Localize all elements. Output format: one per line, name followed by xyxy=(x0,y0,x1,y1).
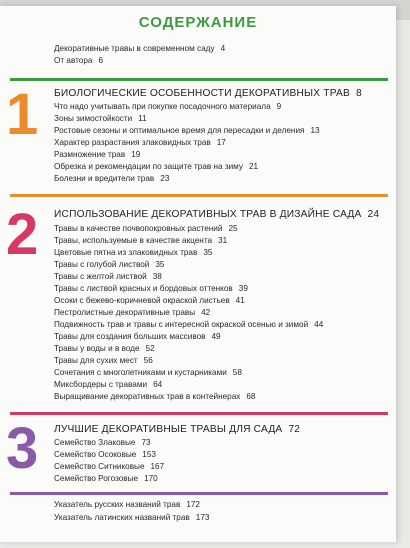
section-title: БИОЛОГИЧЕСКИЕ ОСОБЕННОСТИ ДЕКОРАТИВНЫХ ТРАВ 8 xyxy=(54,88,362,99)
section-number: 2 xyxy=(6,202,39,267)
section-title: ЛУЧШИЕ ДЕКОРАТИВНЫЕ ТРАВЫ ДЛЯ САДА 72 xyxy=(54,424,301,435)
toc-entry: Травы с желтой листвой 38 xyxy=(54,272,162,281)
toc-entry: Травы у воды и в воде 52 xyxy=(54,344,155,353)
section-title: ИСПОЛЬЗОВАНИЕ ДЕКОРАТИВНЫХ ТРАВ В ДИЗАЙНЕ САДА 24 xyxy=(54,209,380,220)
toc-entry: Зоны зимостойкости 11 xyxy=(54,114,147,123)
toc-entry: Семейство Рогозовые 170 xyxy=(54,474,158,483)
section-divider-orange xyxy=(10,194,388,197)
toc-entry: Сочетания с многолетниками и кустарниками 58 xyxy=(54,368,242,377)
page-title: СОДЕРЖАНИЕ xyxy=(138,14,258,31)
toc-entry: Декоративные травы в современном саду 4 xyxy=(54,44,226,53)
section-divider-red xyxy=(10,412,388,415)
toc-entry: Подвижность трав и травы с интересной окраской осенью и зимой 44 xyxy=(54,320,324,329)
toc-entry: Миксбордеры с травами 64 xyxy=(54,380,163,389)
toc-entry: Травы в качестве почвопокровных растений 25 xyxy=(54,224,238,233)
toc-entry: Семейство Злаковые 73 xyxy=(54,438,151,447)
toc-entry: Травы для создания больших массивов 49 xyxy=(54,332,221,341)
toc-entry: Указатель латинских названий трав 173 xyxy=(54,513,210,522)
toc-entry: Семейство Осоковые 153 xyxy=(54,450,156,459)
toc-entry: Указатель русских названий трав 172 xyxy=(54,500,200,509)
toc-entry: Обрезка и рекомендации по защите трав на зиму 21 xyxy=(54,162,259,171)
page xyxy=(0,6,396,542)
toc-entry: Травы с голубой листвой 35 xyxy=(54,260,165,269)
toc-entry: Травы с листвой красных и бордовых оттенков 39 xyxy=(54,284,248,293)
toc-entry: Размножение трав 19 xyxy=(54,150,141,159)
toc-entry: Цветовые пятна из злаковидных трав 35 xyxy=(54,248,213,257)
toc-entry: Ростовые сезоны и оптимальное время для пересадки и деления 13 xyxy=(54,126,320,135)
section-number: 1 xyxy=(6,82,39,147)
toc-entry: Осоки с бежево-коричневой окраской листьев 41 xyxy=(54,296,245,305)
toc-entry: Пестролистные декоративные травы 42 xyxy=(54,308,211,317)
section-number: 3 xyxy=(6,416,39,481)
toc-entry: Травы, используемые в качестве акцента 31 xyxy=(54,236,228,245)
toc-entry: Болезни и вредители трав 23 xyxy=(54,174,170,183)
toc-entry: Травы для сухих мест 56 xyxy=(54,356,153,365)
toc-entry: От автора 6 xyxy=(54,56,103,65)
toc-entry: Выращивание декоративных трав в контейнерах 68 xyxy=(54,392,256,401)
section-divider-purple xyxy=(10,492,388,495)
toc-entry: Что надо учитывать при покупке посадочного материала 9 xyxy=(54,102,282,111)
toc-entry: Характер разрастания злаковидных трав 17 xyxy=(54,138,226,147)
toc-entry: Семейство Ситниковые 167 xyxy=(54,462,165,471)
section-divider-green xyxy=(10,78,388,81)
